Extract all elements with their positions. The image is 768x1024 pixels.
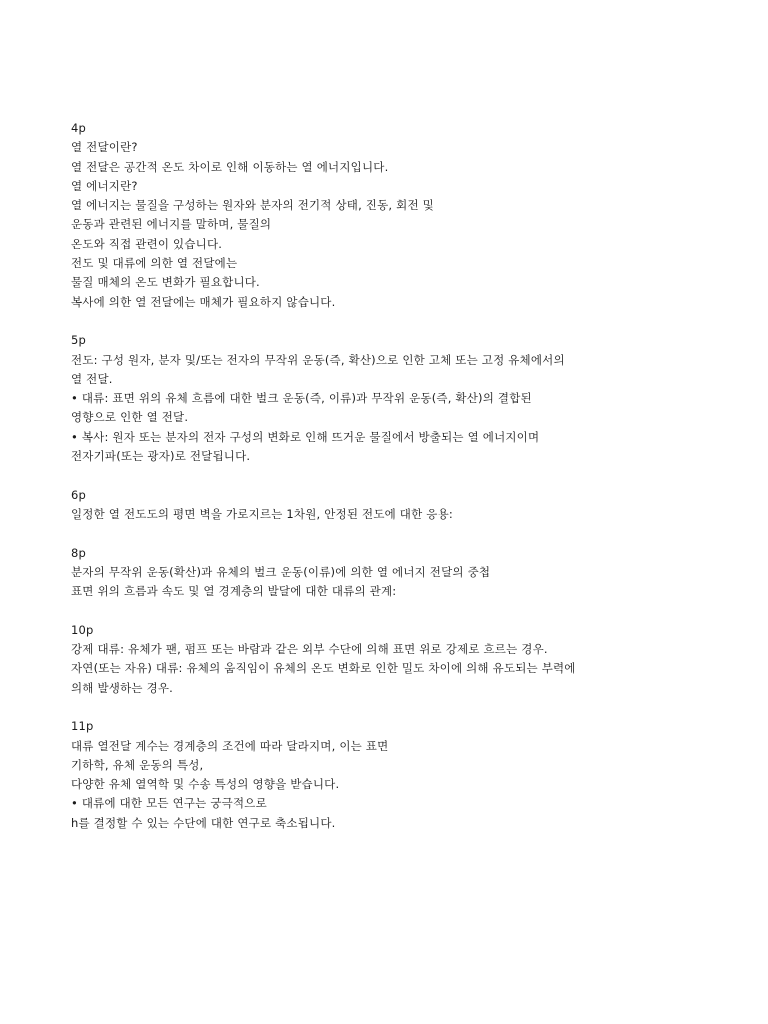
page-number: 5p: [71, 333, 87, 348]
bullet-line: • 대류에 대한 모든 연구는 궁극적으로: [71, 796, 267, 811]
text-line: 다양한 유체 열역학 및 수송 특성의 영향을 받습니다.: [71, 777, 340, 792]
text-line: 전도: 구성 원자, 분자 및/또는 전자의 무작위 운동(즉, 확산)으로 인한 고체 또는 고정 유체에서의: [71, 352, 565, 367]
text-line: 영향으로 인한 열 전달.: [71, 410, 189, 425]
page-number: 11p: [71, 719, 94, 734]
section-11p: [71, 717, 691, 833]
bullet-line: • 복사: 원자 또는 분자의 전자 구성의 변화로 인해 뜨거운 물질에서 방출되는 열 에너지이며: [71, 429, 540, 444]
section-8p: [71, 544, 691, 602]
text-line: 열 전달이란?: [71, 140, 138, 155]
text-line: 전도 및 대류에 의한 열 전달에는: [71, 256, 238, 271]
section-4p: [71, 119, 691, 312]
page-number: 6p: [71, 487, 87, 502]
document-body: [71, 119, 691, 852]
text-line: 운동과 관련된 에너지를 말하며, 물질의: [71, 217, 272, 232]
section-10p: [71, 621, 691, 698]
page-number: 10p: [71, 622, 94, 637]
text-line: 열 에너지는 물질을 구성하는 원자와 분자의 전기적 상태, 진동, 회전 및: [71, 198, 434, 213]
page-number: 4p: [71, 121, 87, 135]
page-number: 8p: [71, 545, 87, 560]
text-line: 강제 대류: 유체가 팬, 펌프 또는 바람과 같은 외부 수단에 의해 표면 위로 강제로 흐르는 경우.: [71, 642, 548, 657]
text-line: 의해 발생하는 경우.: [71, 680, 174, 695]
text-line: 열 전달은 공간적 온도 차이로 인해 이동하는 열 에너지입니다.: [71, 159, 389, 174]
text-line: 열 에너지란?: [71, 178, 138, 193]
text-line: 온도와 직접 관련이 있습니다.: [71, 236, 223, 251]
text-line: h를 결정할 수 있는 수단에 대한 연구로 축소됩니다.: [71, 815, 336, 830]
section-6p: [71, 486, 691, 525]
text-line: 일정한 열 전도도의 평면 벽을 가로지르는 1차원, 안정된 전도에 대한 응용:: [71, 506, 453, 521]
text-line: 기하학, 유체 운동의 특성,: [71, 757, 204, 772]
text-line: 분자의 무작위 운동(확산)과 유체의 벌크 운동(이류)에 의한 열 에너지 전달의 중첩: [71, 564, 491, 579]
bullet-line: • 대류: 표면 위의 유체 흐름에 대한 벌크 운동(즉, 이류)과 무작위 운동(즉, 확산)의 결합된: [71, 391, 532, 406]
text-line: 표면 위의 흐름과 속도 및 열 경계층의 발달에 대한 대류의 관계:: [71, 584, 397, 599]
text-line: 대류 열전달 계수는 경계층의 조건에 따라 달라지며, 이는 표면: [71, 738, 389, 753]
text-line: 전자기파(또는 광자)로 전달됩니다.: [71, 449, 251, 464]
section-5p: [71, 331, 691, 466]
text-line: 물질 매체의 온도 변화가 필요합니다.: [71, 275, 260, 290]
text-line: 열 전달.: [71, 371, 113, 386]
text-line: 자연(또는 자유) 대류: 유체의 움직임이 유체의 온도 변화로 인한 밀도 차이에 의해 유도되는 부력에: [71, 661, 576, 676]
text-line: 복사에 의한 열 전달에는 매체가 필요하지 않습니다.: [71, 294, 336, 309]
